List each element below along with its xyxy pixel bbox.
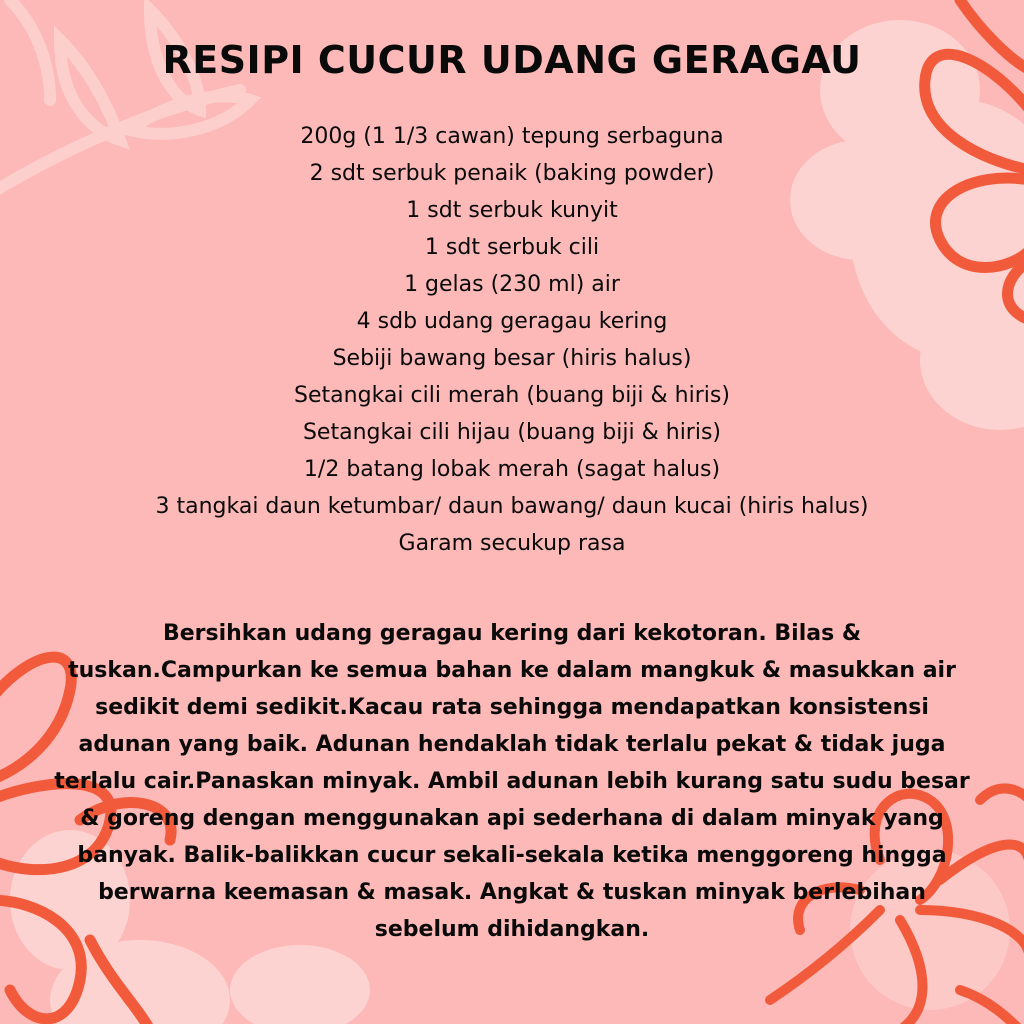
ingredient-item: 2 sdt serbuk penaik (baking powder) [309,161,715,186]
ingredient-item: 200g (1 1/3 cawan) tepung serbaguna [300,124,724,149]
recipe-title: RESIPI CUCUR UDANG GERAGAU [162,38,862,82]
ingredient-item: 1 sdt serbuk cili [424,235,600,260]
ingredient-item: 1 sdt serbuk kunyit [406,198,618,223]
ingredient-item: Garam secukup rasa [398,531,626,556]
ingredient-list [0,118,1024,562]
ingredient-item: 3 tangkai daun ketumbar/ daun bawang/ daun kucai (hiris halus) [155,494,869,519]
method-paragraph: Bersihkan udang geragau kering dari kekotoran. Bilas & tuskan.Campurkan ke semua bahan ke dalam mangkuk & masukkan air sedikit demi sedikit.Kacau rata sehingga mendapatkan konsistensi adunan yang baik. Adunan hendaklah tidak terlalu pekat & tidak juga terlalu cair.Panaskan minyak. Ambil adunan lebih kurang satu sudu besar & goreng dengan menggunakan api sederhana di dalam minyak yang banyak. Balik-balikkan cucur sekali-sekala ketika menggoreng hingga berwarna keemasan & masak. Angkat & tuskan minyak berlebihan sebelum dihidangkan. [54,621,970,942]
ingredient-item: 1 gelas (230 ml) air [404,272,620,297]
ingredient-item: Setangkai cili merah (buang biji & hiris) [294,383,730,408]
ingredient-item: 4 sdb udang geragau kering [356,309,668,334]
ingredient-item: Sebiji bawang besar (hiris halus) [332,346,692,371]
ingredient-item: Setangkai cili hijau (buang biji & hiris) [302,420,722,445]
ingredient-item: 1/2 batang lobak merah (sagat halus) [303,457,721,482]
